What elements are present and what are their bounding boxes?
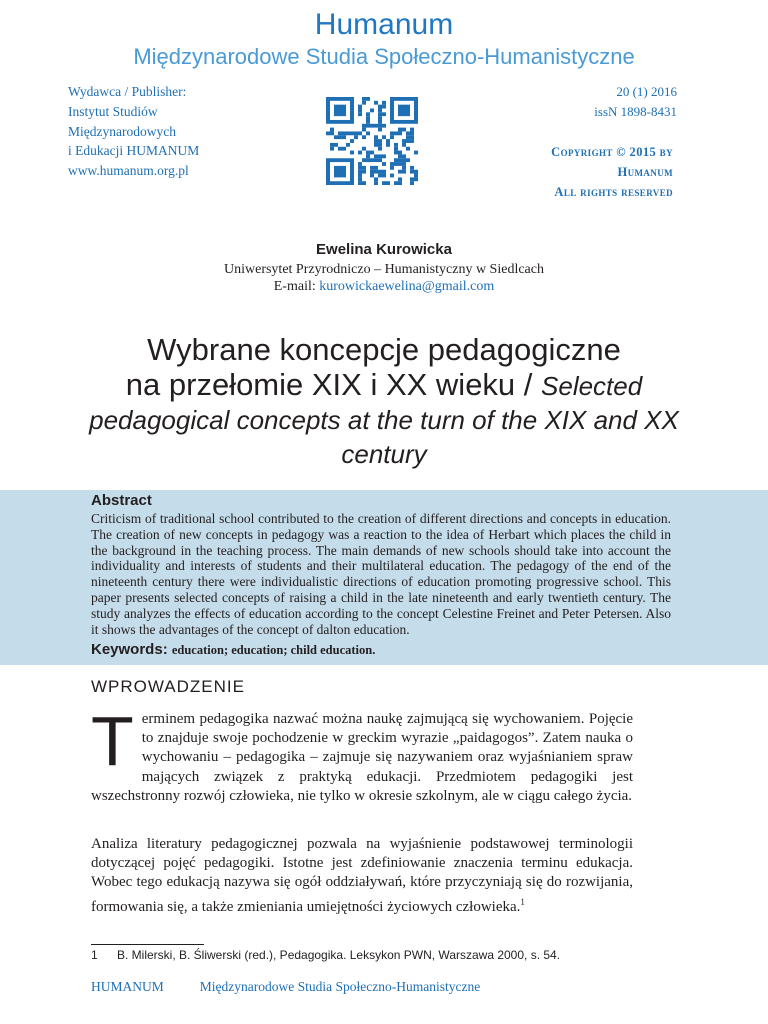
abstract-text: Criticism of traditional school contributed to the creation of different directions and concepts in education. The creation of new concepts in pedagogy was a reaction to the idea of Herbart which places the child in the background in the teaching process. The main demands of new schools should take into account the individuality and interests of students and their multilateral education. The pedagogy of the end of the nineteenth century there were individualistic directions of education promoting progressive school. This paper presents selected concepts of raising a child in the late nineteenth and early twentieth century. The study analyzes the effects of education according to the concept Celestine Freinet and Peter Petersen. Also it shows the advantages of the concept of dalton education. [91,511,671,637]
issn: issN 1898-8431 [594,103,677,119]
keywords-line [91,641,691,658]
section-heading: WPROWADZENIE [91,677,245,696]
publisher-line: Instytut Studiów [68,103,158,119]
copyright-notice [551,143,673,202]
footer-subtitle: Międzynarodowe Studia Społeczno-Humanistyczne [199,979,481,994]
title-english-part1: Selected [541,371,643,401]
abstract-heading: Abstract [91,492,152,509]
title-line2 [60,367,708,403]
page-footer [91,979,480,995]
journal-subtitle: Międzynarodowe Studia Społeczno-Humanistyczne [133,44,635,69]
title-polish-line2: na przełomie XIX i XX wieku / [125,367,542,402]
issue-number: 20 (1) 2016 [616,84,677,99]
footnote-text: B. Milerski, B. Śliwerski (red.), Pedagogika. Leksykon PWN, Warszawa 2000, s. 54. [117,948,561,962]
body-paragraph [91,835,633,917]
email-label: E-mail: [273,278,320,294]
title-english-part2: pedagogical concepts at the turn of the XIX and XX century [89,405,679,469]
footnote [91,948,560,962]
author-email-link[interactable]: kurowickaewelina@gmail.com [319,278,495,294]
issue-info [594,82,677,122]
copyright-line: All rights reserved [554,184,673,199]
body-paragraph [91,702,633,806]
title-polish-line1: Wybrane koncepcje pedagogiczne [147,332,621,367]
paragraph-text: erminem pedagogika nazwać można naukę zajmującą się wychowaniem. Pojęcie to znajduje swoje pochodzenie w greckim wyrazie „paidagogos”. Zatem nauka o wychowaniu – pedagogika – zajmuje się nazywaniem oraz wyjaśnianiem spraw mających związek z praktyką edukacji. Przedmiotem pedagogiki jest wszechstronny rozwój człowieka, nie tylko w okresie szkolnym, ale w ciągu całego życia. [91,711,633,804]
footer-journal: HUMANUM [91,979,164,994]
publisher-line: i Edukacji HUMANUM [68,143,200,159]
copyright-line: Humanum [617,164,673,179]
qr-code-icon [326,97,418,185]
qr-code-graphic [326,97,418,185]
author-email-line [0,279,768,296]
article-title [60,332,708,471]
publisher-website-link[interactable]: www.humanum.org.pl [68,163,189,179]
copyright-line: Copyright © 2015 by [551,145,673,159]
footnote-divider [91,944,204,945]
footnote-number: 1 [91,948,98,962]
keywords-label: Keywords: [91,641,172,658]
author-name: Ewelina Kurowicka [316,241,452,258]
journal-title: Humanum [314,8,454,41]
footnote-reference[interactable]: 1 [520,896,525,907]
publisher-info [68,82,199,181]
publisher-line: Międzynarodowych [68,123,176,139]
publisher-label: Wydawca / Publisher: [68,84,187,99]
keywords-values: education; education; child education. [171,643,376,657]
author-affiliation: Uniwersytet Przyrodniczo – Humanistyczny w Siedlcach [224,262,544,277]
paragraph-text: Analiza literatury pedagogicznej pozwala na wyjaśnienie podstawowej terminologii dotyczącej pojęć pedagogiki. Istotne jest zdefiniowanie znaczenia terminu edukacja. Wobec tego edukacją nazywa się ogół oddziaływań, które przyczyniają się do rozwijania, formowania się, a także zmieniania umiejętności życiowych człowieka. [91,836,633,915]
author-affiliation-block [0,262,768,295]
drop-cap: T [91,702,134,780]
